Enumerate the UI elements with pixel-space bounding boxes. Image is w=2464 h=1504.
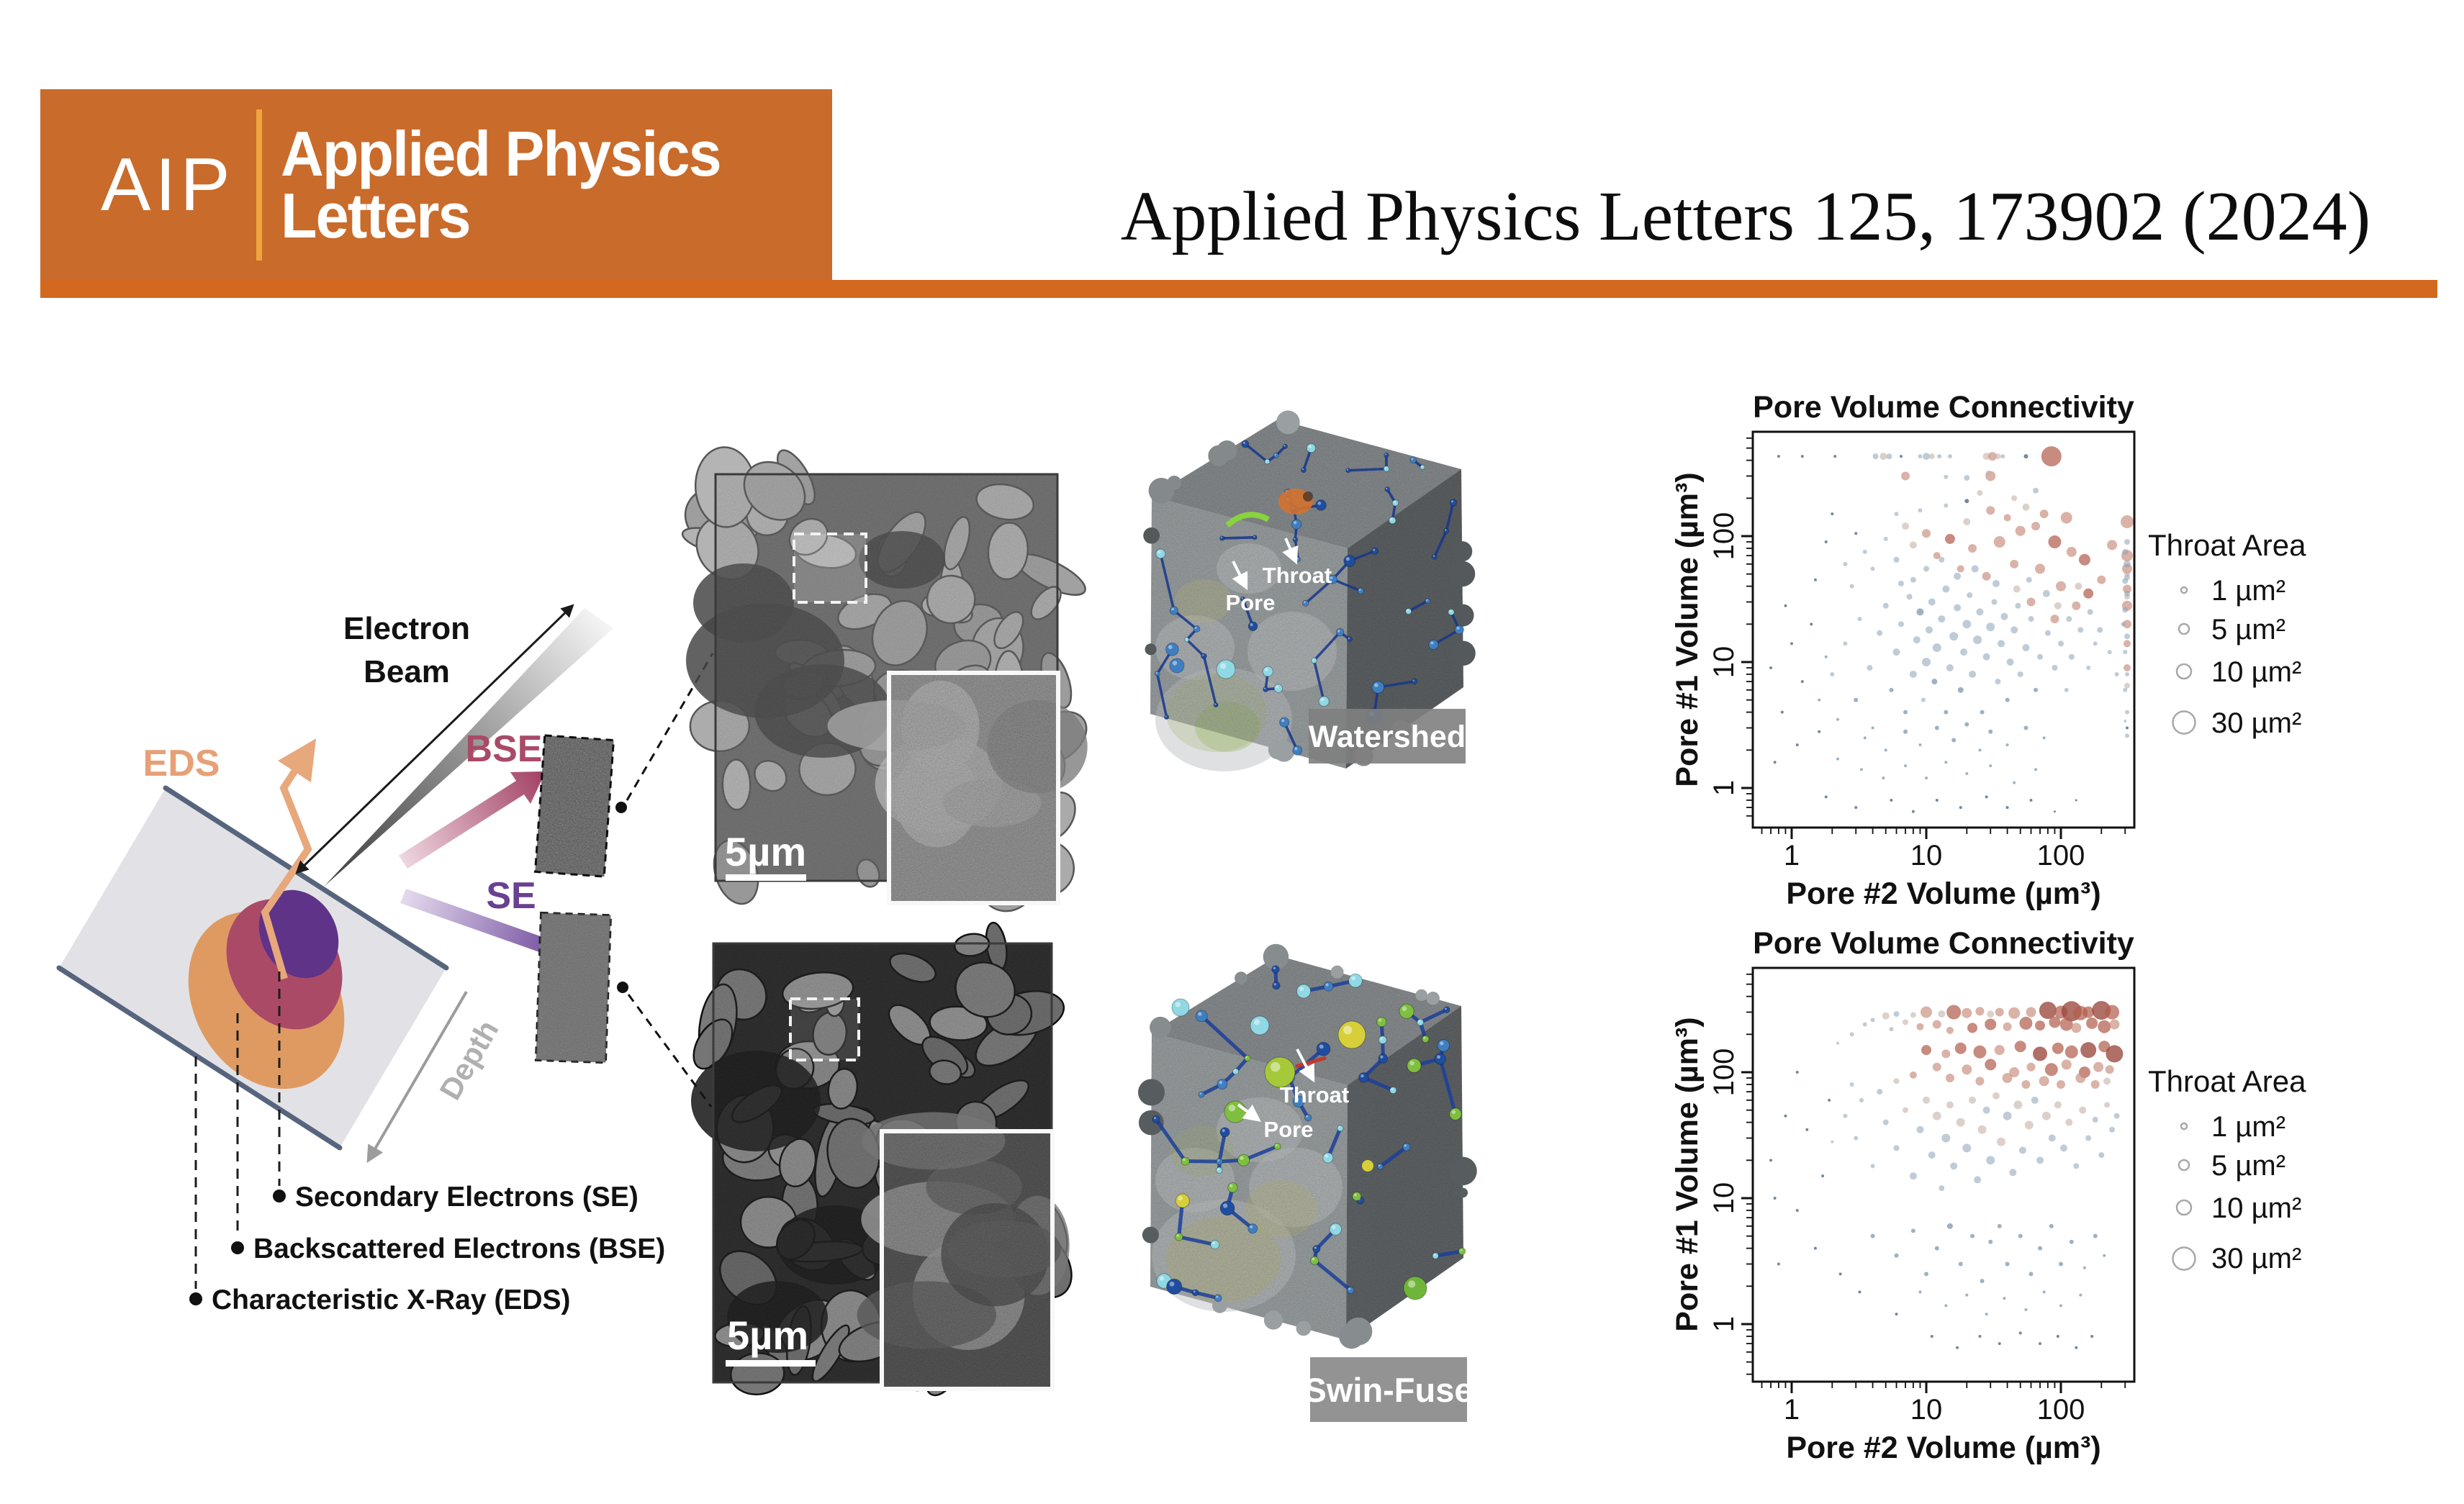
y-axis-label: Pore #1 Volume (µm³) (1670, 472, 1705, 787)
plot-pore-connectivity-swinfuse (1670, 914, 2464, 1482)
electron-beam-label-line2: Beam (364, 654, 450, 689)
x-tick-100: 100 (2036, 840, 2085, 871)
sem-image-bse (715, 474, 1058, 905)
electron-beam-label-line1: Electron (343, 611, 471, 646)
logo-divider (256, 109, 262, 261)
legend-circle-10 (2177, 1200, 2191, 1215)
electron-diagram (0, 374, 734, 1504)
legend-item-bse: Backscattered Electrons (BSE) (253, 1233, 666, 1264)
sem-inset-art (857, 1113, 1070, 1389)
scale-label: 5µm (725, 829, 807, 874)
legend-title: Throat Area (2148, 1064, 2306, 1098)
legend-label-1: 1 µm² (2211, 575, 2286, 607)
connector-dot (615, 802, 627, 813)
se-thumbnail (536, 912, 610, 1062)
aip-banner (40, 89, 832, 281)
plot-title: Pore Volume Connectivity (1753, 926, 2134, 961)
legend-item-eds: Characteristic X-Ray (EDS) (212, 1285, 571, 1315)
plot-frame-bg (1753, 432, 2134, 828)
legend-label-5: 5 µm² (2211, 1150, 2286, 1182)
connector-dot (617, 982, 628, 993)
journal-name-line1: Applied Physics (280, 117, 721, 189)
y-tick-1: 1 (1708, 779, 1740, 797)
legend-circle-1 (2181, 1123, 2187, 1129)
method-label: Swin-Fuse (1304, 1371, 1474, 1409)
bullet-dot (189, 1292, 202, 1305)
legend-label-10: 10 µm² (2211, 656, 2302, 688)
roi-dashed-box (794, 534, 866, 602)
y-axis-label: Pore #1 Volume (µm³) (1670, 1017, 1705, 1332)
aip-logo: AIP (101, 143, 235, 227)
legend-circle-10 (2177, 664, 2191, 679)
legend (2148, 528, 2306, 739)
bse-label: BSE (465, 728, 543, 770)
x-tick-1: 1 (1783, 1394, 1800, 1426)
scale-bar (726, 874, 806, 881)
legend-circle-30 (2173, 712, 2196, 734)
x-axis-label: Pore #2 Volume (µm³) (1786, 876, 2101, 911)
legend-label-30: 30 µm² (2211, 1243, 2302, 1274)
journal-name-line2: Letters (280, 180, 470, 251)
legend-label-30: 30 µm² (2211, 707, 2302, 739)
bse-thumbnail (535, 735, 613, 876)
legend-label-10: 10 µm² (2211, 1192, 2302, 1224)
citation-text: Applied Physics Letters 125, 173902 (2024) (1120, 178, 2371, 255)
legend-title: Throat Area (2148, 528, 2306, 562)
journal-name (280, 117, 721, 251)
legend-label-1: 1 µm² (2211, 1111, 2286, 1143)
scale-label: 5µm (727, 1313, 809, 1358)
y-tick-100: 100 (1708, 1048, 1740, 1097)
y-tick-10: 10 (1708, 1182, 1740, 1215)
throat-annotation: Throat (1262, 563, 1332, 588)
throat-annotation: Throat (1279, 1082, 1350, 1107)
legend (2148, 1064, 2306, 1274)
y-tick-100: 100 (1708, 512, 1740, 561)
y-tick-10: 10 (1708, 645, 1740, 679)
volume-watershed (1127, 399, 1486, 781)
roi-dashed-box (790, 999, 859, 1060)
sem-image-se (713, 943, 1052, 1392)
scale-bar (726, 1360, 816, 1367)
bullet-dot (231, 1241, 244, 1254)
plot-pore-connectivity-watershed (1670, 371, 2464, 925)
pore-annotation: Pore (1263, 1117, 1314, 1142)
legend-label-5: 5 µm² (2211, 614, 2286, 645)
plot-title: Pore Volume Connectivity (1753, 390, 2134, 425)
legend-circle-1 (2181, 587, 2187, 593)
x-tick-100: 100 (2036, 1394, 2085, 1426)
pore-annotation: Pore (1225, 590, 1276, 615)
depth-label: Depth (433, 1014, 505, 1106)
x-tick-10: 10 (1910, 840, 1943, 871)
legend-circle-5 (2179, 624, 2189, 634)
legend-circle-30 (2173, 1248, 2196, 1270)
y-tick-1: 1 (1708, 1315, 1740, 1333)
legend-item-se: Secondary Electrons (SE) (295, 1182, 638, 1213)
x-tick-1: 1 (1783, 840, 1800, 871)
method-label: Watershed (1308, 720, 1466, 754)
cube-art (1138, 944, 1477, 1349)
se-label: SE (486, 875, 536, 917)
eds-label: EDS (143, 743, 220, 784)
bullet-dot (273, 1190, 286, 1202)
x-tick-10: 10 (1910, 1394, 1943, 1426)
volume-swinfuse (1127, 932, 1486, 1436)
orange-rule (40, 280, 2437, 298)
legend-circle-5 (2179, 1160, 2189, 1170)
x-axis-label: Pore #2 Volume (µm³) (1786, 1431, 2101, 1465)
